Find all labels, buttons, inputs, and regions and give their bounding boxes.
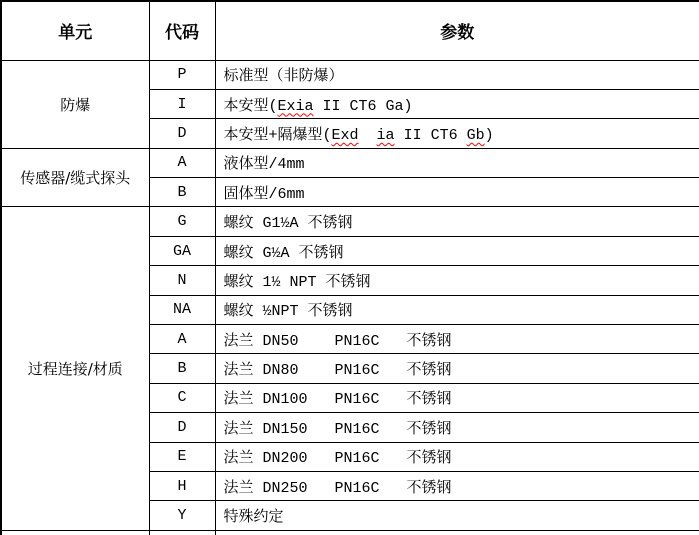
param-cell [215,383,699,412]
code-cell: D [149,413,215,442]
param-text: 本安型( [223,97,278,115]
misspelled-text: Exia [277,97,314,115]
misspelled-text: ia [376,126,395,144]
param-cell [215,471,699,500]
param-cell [215,325,699,354]
empty-cell [149,530,215,535]
param-text: 法兰 DN50 PN16C 不锈钢 [223,332,452,350]
code-cell: A [149,325,215,354]
param-text: ) [484,126,494,144]
param-text: II CT6 Ga) [313,97,413,115]
unit-cell-1: 传感器/缆式探头 [1,148,149,207]
code-cell: A [149,148,215,177]
param-cell [215,89,699,118]
code-cell: N [149,266,215,295]
param-text: 标准型（非防爆） [223,68,344,86]
param-text: 法兰 DN100 PN16C 不锈钢 [223,391,452,409]
code-cell: H [149,471,215,500]
param-cell [215,178,699,207]
code-cell: NA [149,295,215,324]
param-text: 特殊约定 [223,509,284,527]
code-cell: P [149,60,215,89]
param-text: 法兰 DN150 PN16C 不锈钢 [223,420,452,438]
param-cell [215,442,699,471]
code-cell: B [149,354,215,383]
misspelled-text: Gb [466,126,485,144]
header-cell-unit: 单元 [1,1,149,60]
param-text: 液体型/4mm [223,156,305,174]
param-text: 螺纹 G1½A 不锈钢 [223,215,353,233]
code-cell: B [149,178,215,207]
param-text: 本安型+隔爆型( [223,126,332,144]
misspelled-text: Exd [331,126,359,144]
header-cell-param: 参数 [215,1,699,60]
unit-cell-2: 过程连接/材质 [1,207,149,530]
code-cell: G [149,207,215,236]
param-text: 螺纹 G½A 不锈钢 [223,244,344,262]
param-cell [215,501,699,530]
param-cell [215,295,699,324]
code-cell: I [149,89,215,118]
table-body [1,60,699,535]
code-cell: C [149,383,215,412]
code-cell: D [149,119,215,148]
param-cell [215,413,699,442]
code-cell: E [149,442,215,471]
param-text [359,127,377,144]
partial-next-row [1,530,699,535]
unit-cell-0: 防爆 [1,60,149,148]
table-row [1,60,699,89]
empty-cell [215,530,699,535]
param-cell [215,148,699,177]
param-text: 螺纹 1½ NPT 不锈钢 [223,273,371,291]
param-cell [215,207,699,236]
param-cell [215,236,699,265]
table-row [1,148,699,177]
header-row [1,1,699,60]
param-cell [215,60,699,89]
param-cell [215,354,699,383]
table-header [1,1,699,60]
param-text: 法兰 DN200 PN16C 不锈钢 [223,450,452,468]
header-cell-code: 代码 [149,1,215,60]
param-cell [215,119,699,148]
param-text: II CT6 [394,126,467,144]
param-text: 固体型/6mm [223,185,305,203]
empty-cell [1,530,149,535]
table-row [1,207,699,236]
param-text: 螺纹 ½NPT 不锈钢 [223,303,353,321]
code-cell: Y [149,501,215,530]
code-cell: GA [149,236,215,265]
param-text: 法兰 DN80 PN16C 不锈钢 [223,362,452,380]
param-cell [215,266,699,295]
param-text: 法兰 DN250 PN16C 不锈钢 [223,479,452,497]
